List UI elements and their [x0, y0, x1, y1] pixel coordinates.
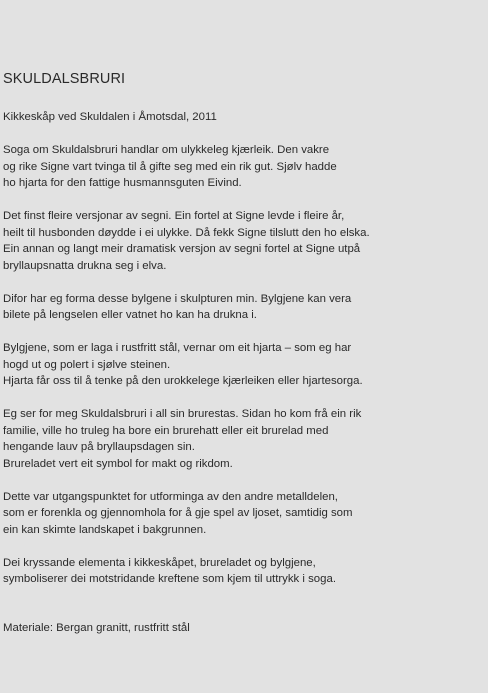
document-subtitle: Kikkeskåp ved Skuldalen i Åmotsdal, 2011	[3, 111, 217, 123]
paragraph-line: Eg ser for meg Skuldalsbruri i all sin brurestas. Sidan ho kom frå ein rik	[3, 408, 362, 420]
paragraph-line: Dei kryssande elementa i kikkeskåpet, brureladet og bylgjene,	[3, 556, 316, 569]
document-title: SKULDALSBRURI	[3, 71, 126, 87]
paragraph-2	[3, 208, 474, 274]
paragraph-line: Difor har eg forma desse bylgene i skulpturen min. Bylgjene kan vera	[3, 292, 352, 305]
paragraph-line: bilete på lengselen eller vatnet ho kan ha drukna i.	[3, 309, 257, 321]
paragraph-line: heilt til husbonden døydde i ei ulykke. Då fekk Signe tilslutt den ho elska.	[3, 226, 370, 239]
paragraph-7	[3, 555, 474, 588]
paragraph-line: Soga om Skuldalsbruri handlar om ulykkeleg kjærleik. Den vakre	[3, 144, 330, 156]
paragraph-6	[3, 489, 474, 539]
paragraph-3	[3, 291, 474, 324]
paragraph-4	[3, 340, 474, 390]
paragraph-line: Bylgjene, som er laga i rustfritt stål, vernar om eit hjarta – som eg har	[3, 342, 352, 354]
paragraph-line: som er forenkla og gjennomhola for å gje spel av ljoset, samtidig som	[3, 507, 353, 519]
paragraph-line: ho hjarta for den fattige husmannsguten Eivind.	[3, 177, 242, 189]
paragraph-line: familie, ville ho truleg ha bore ein brurehatt eller eit brurelad med	[3, 424, 329, 437]
paragraph-5	[3, 406, 474, 472]
paragraph-line: Ein annan og langt meir dramatisk versjon av segni fortel at Signe utpå	[3, 243, 361, 255]
paragraph-line: hogd ut og polert i sjølve steinen.	[3, 358, 171, 371]
paragraph-line: Det finst fleire versjonar av segni. Ein fortel at Signe levde i fleire år,	[3, 210, 345, 222]
material-line: Materiale: Bergan granitt, rustfritt stål	[3, 621, 190, 634]
paragraph-line: hengande lauv på bryllaupsdagen sin.	[3, 441, 195, 453]
paragraph-line: og rike Signe vart tvinga til å gifte seg med ein rik gut. Sjølv hadde	[3, 160, 337, 173]
paragraph-line: Brureladet vert eit symbol for makt og rikdom.	[3, 457, 233, 470]
paragraph-1	[3, 142, 474, 192]
paragraph-line: Hjarta får oss til å tenke på den urokkelege kjærleiken eller hjartesorga.	[3, 375, 363, 387]
paragraph-line: bryllaupsnatta drukna seg i elva.	[3, 259, 167, 272]
paragraph-line: ein kan skimte landskapet i bakgrunnen.	[3, 523, 207, 536]
paragraph-line: symboliserer dei motstridande kreftene som kjem til uttrykk i soga.	[3, 573, 336, 585]
paragraph-line: Dette var utgangspunktet for utforminga av den andre metalldelen,	[3, 490, 338, 503]
